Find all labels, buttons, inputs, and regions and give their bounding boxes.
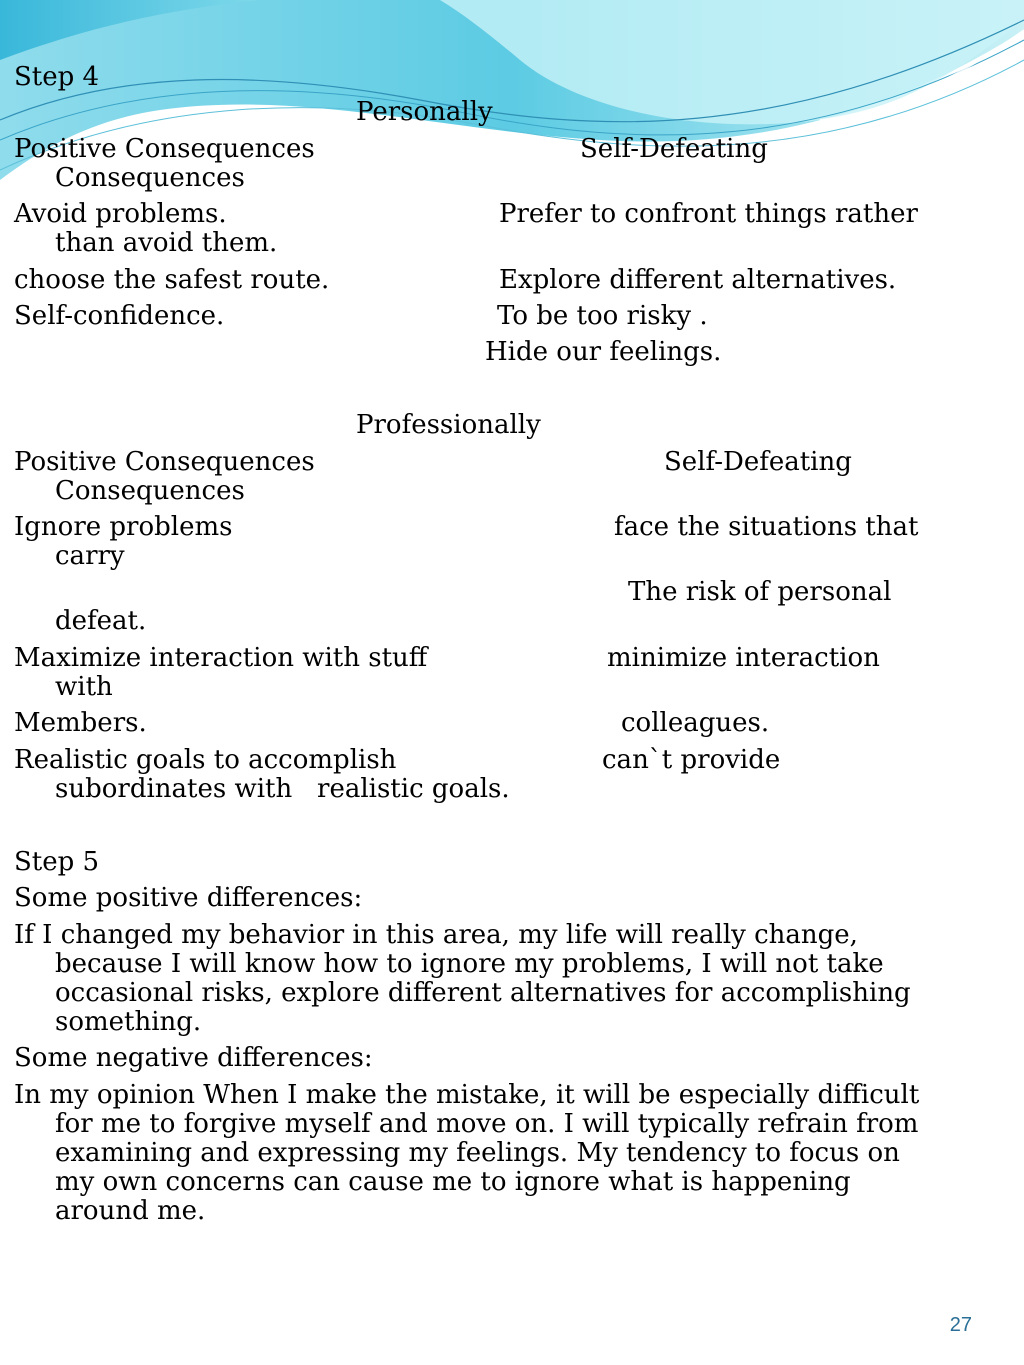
negative-paragraph-line: for me to forgive myself and move on. I will typically refrain from [55, 1109, 919, 1139]
personally-row-wrap: than avoid them. [55, 228, 278, 258]
professionally-row-left: Members. [14, 708, 147, 738]
personally-row-right: Explore different alternatives. [499, 265, 897, 295]
negative-paragraph-line: around me. [55, 1196, 206, 1226]
professionally-row-left: Maximize interaction with stuff [14, 643, 428, 673]
personally-col-left: Positive Consequences [14, 134, 315, 164]
personally-row-right: Hide our feelings. [485, 337, 722, 367]
step5-heading: Step 5 [14, 847, 100, 877]
professionally-col-left: Positive Consequences [14, 447, 315, 477]
personally-row-left: Self-confidence. [14, 301, 225, 331]
professionally-row-left: Ignore problems [14, 512, 233, 542]
personally-row-right: Prefer to confront things rather [499, 199, 918, 229]
professionally-col-wrap: Consequences [55, 476, 245, 506]
personally-row-left: Avoid problems. [14, 199, 227, 229]
negative-paragraph-line: my own concerns can cause me to ignore what is happening [55, 1167, 851, 1197]
professionally-heading: Professionally [356, 410, 541, 440]
positive-paragraph-line: because I will know how to ignore my problems, I will not take [55, 949, 884, 979]
personally-row-left: choose the safest route. [14, 265, 330, 295]
professionally-col-right: Self-Defeating [664, 447, 852, 477]
professionally-row-right: The risk of personal [628, 577, 892, 607]
professionally-row-left: Realistic goals to accomplish [14, 745, 397, 775]
professionally-row-right: can`t provide [602, 745, 781, 775]
personally-row-right: To be too risky . [497, 301, 708, 331]
personally-col-right: Self-Defeating [580, 134, 768, 164]
negative-differences-heading: Some negative differences: [14, 1043, 373, 1073]
personally-col-wrap: Consequences [55, 163, 245, 193]
step4-heading: Step 4 [14, 62, 100, 92]
positive-paragraph-line: occasional risks, explore different alternatives for accomplishing [55, 978, 911, 1008]
positive-paragraph-line: If I changed my behavior in this area, my life will really change, [14, 920, 858, 950]
professionally-row-wrap: with [55, 672, 113, 702]
professionally-row-right: colleagues. [621, 708, 770, 738]
professionally-row-right: face the situations that [614, 512, 919, 542]
page-number: 27 [949, 1314, 972, 1336]
professionally-row-wrap: subordinates with realistic goals. [55, 774, 510, 804]
negative-paragraph-line: In my opinion When I make the mistake, it will be especially difficult [14, 1080, 920, 1110]
professionally-row-wrap: defeat. [55, 606, 147, 636]
professionally-row-wrap: carry [55, 541, 125, 571]
positive-differences-heading: Some positive differences: [14, 883, 363, 913]
personally-heading: Personally [356, 97, 493, 127]
negative-paragraph-line: examining and expressing my feelings. My tendency to focus on [55, 1138, 900, 1168]
professionally-row-right: minimize interaction [607, 643, 880, 673]
positive-paragraph-line: something. [55, 1007, 202, 1037]
